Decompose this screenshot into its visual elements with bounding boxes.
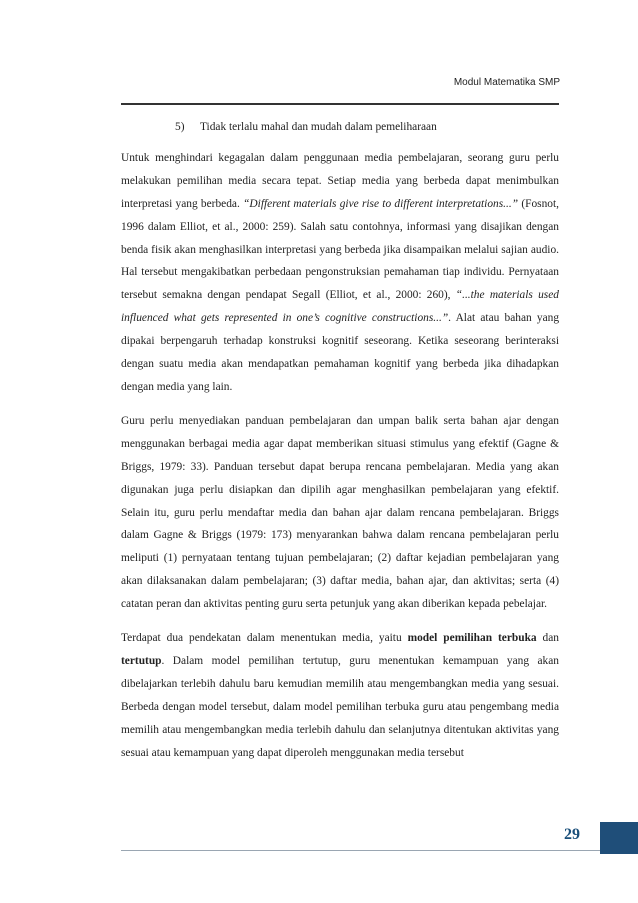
page-tab-accent [600, 822, 638, 854]
p1-quote-2: “...the materials used influenced what gets represented in one’s cognitive constructions...” [121, 289, 559, 325]
p1-text-c: (Fosnot, 1996 dalam Elliot, et al., 2000: 259). Salah satu contohnya, informasi yang disajikan dengan benda fisik akan menghasilkan interpretasi yang berbeda jika disampaikan melalui sajian audio. Hal tersebut mengakibatkan perbedaan pengonstruksian pemahaman tiap individu. Pernyataan tersebut semakna dengan pendapat Segall (Elliot, et al., 2000: 260), [121, 197, 559, 302]
list-item-text: Tidak terlalu mahal dan mudah dalam pemeliharaan [200, 121, 437, 133]
list-item-number: 5) [175, 121, 185, 133]
p1-text-e: . Alat atau bahan yang dipakai berpengaruh terhadap konstruksi kognitif seseorang. Ketika seseorang berinteraksi dengan suatu media akan mendapatkan pemahaman kognitif yang berbeda jika dihadapkan dengan media yang lain. [121, 312, 560, 393]
p3-text-c: dan [536, 632, 559, 645]
paragraph-2: Guru perlu menyediakan panduan pembelajaran dan umpan balik serta bahan ajar dengan menggunakan berbagai media agar dapat memberikan situasi stimulus yang efektif (Gagne & Briggs, 1979: 33). Panduan tersebut dapat berupa rencana pembelajaran. Media yang akan digunakan juga perlu disiapkan dan dipilih agar menghasilkan pembelajaran yang efektif. Selain itu, guru perlu mendaftar media dan bahan ajar dalam rencana pembelajaran. Briggs dalam Gagne & Briggs (1979: 173) menyarankan bahwa dalam rencana pembelajaran perlu meliputi (1) pernyataan tentang tujuan pembelajaran; (2) daftar kejadian pembelajaran yang akan dilaksanakan dalam pembelajaran; (3) daftar media, bahan ajar, dan aktivitas; serta (4) catatan peran dan aktivitas penting guru serta petunjuk yang akan diberikan kepada pebelajar. [121, 414, 559, 611]
page-number: 29 [564, 826, 580, 843]
p1-quote-1: “Different materials give rise to different interpretations...” [243, 197, 519, 210]
header-divider [121, 103, 559, 105]
paragraph-1 [121, 147, 559, 399]
paragraph-3 [121, 627, 559, 764]
p3-bold-term-1: model pemilihan terbuka [407, 632, 537, 645]
p3-text-a: Terdapat dua pendekatan dalam menentukan media, yaitu [121, 632, 408, 645]
running-header: Modul Matematika SMP [453, 77, 560, 88]
footer-divider [121, 850, 600, 851]
page-body [121, 116, 559, 775]
p1-text-a: Untuk menghindari kegagalan dalam penggunaan media pembelajaran, seorang guru perlu melakukan pemilihan media secara tepat. Setiap media yang berbeda dapat menimbulkan interpretasi yang berbeda. [121, 151, 559, 210]
list-item [175, 116, 559, 139]
p3-text-e: . Dalam model pemilihan tertutup, guru menentukan kemampuan yang akan dibelajarkan terlebih dahulu baru kemudian memilih atau mengembangkan media yang sesuai. Berbeda dengan model tersebut, dalam model pemilihan terbuka guru atau pengembang media memilih atau mengembangkan media terlebih dahulu dan selanjutnya ditentukan aktivitas yang sesuai atau kemampuan yang dapat diperoleh menggunakan media tersebut [121, 654, 559, 759]
p3-bold-term-2: tertutup [121, 654, 162, 667]
